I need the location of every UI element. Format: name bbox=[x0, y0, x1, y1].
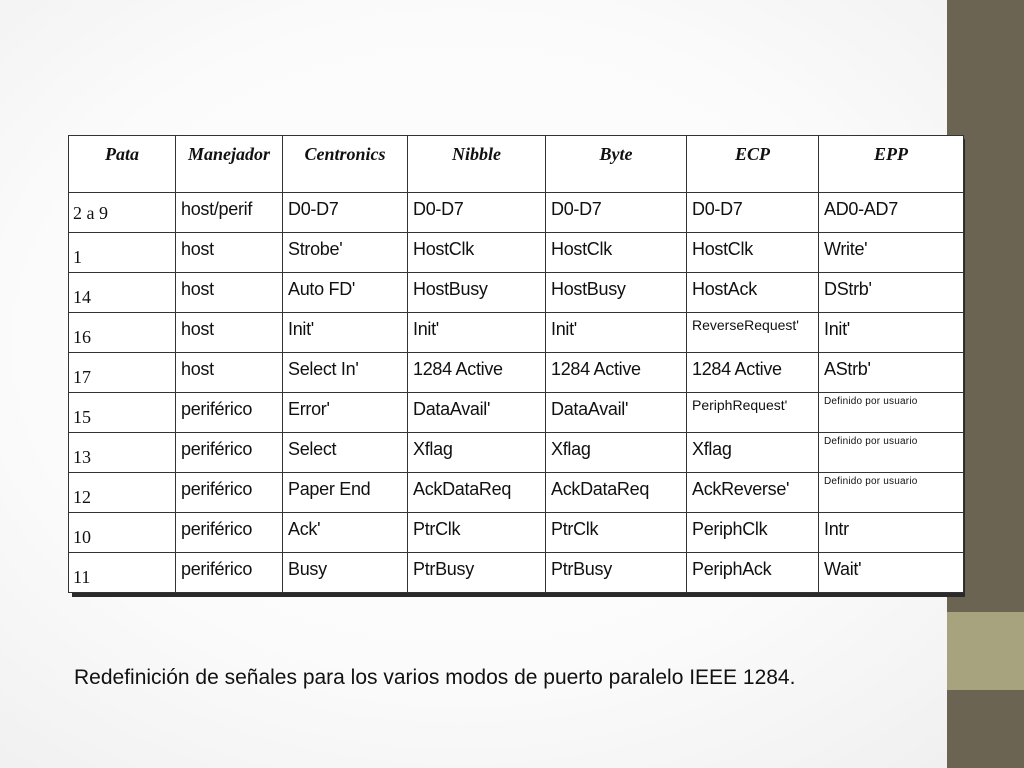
cell-byte: DataAvail' bbox=[546, 393, 687, 433]
cell-epp: Write' bbox=[819, 233, 964, 273]
slide-caption: Redefinición de señales para los varios modos de puerto paralelo IEEE 1284. bbox=[74, 666, 796, 689]
cell-centronics: Select bbox=[283, 433, 408, 473]
cell-byte: PtrBusy bbox=[546, 553, 687, 593]
side-accent-bar-middle bbox=[947, 612, 1024, 690]
cell-byte: 1284 Active bbox=[546, 353, 687, 393]
cell-centronics: Strobe' bbox=[283, 233, 408, 273]
table-row bbox=[69, 553, 964, 593]
cell-manejador: periférico bbox=[176, 473, 283, 513]
cell-manejador: host bbox=[176, 273, 283, 313]
cell-manejador: host bbox=[176, 233, 283, 273]
header-byte: Byte bbox=[546, 136, 687, 193]
header-manejador: Manejador bbox=[176, 136, 283, 193]
header-epp: EPP bbox=[819, 136, 964, 193]
cell-centronics: Auto FD' bbox=[283, 273, 408, 313]
cell-epp: AStrb' bbox=[819, 353, 964, 393]
cell-epp: Definido por usuario bbox=[819, 473, 964, 513]
table-row bbox=[69, 433, 964, 473]
cell-byte: D0-D7 bbox=[546, 193, 687, 233]
cell-centronics: D0-D7 bbox=[283, 193, 408, 233]
cell-ecp: PeriphRequest' bbox=[687, 393, 819, 433]
cell-centronics: Busy bbox=[283, 553, 408, 593]
cell-epp: Definido por usuario bbox=[819, 433, 964, 473]
cell-pata: 11 bbox=[69, 553, 176, 593]
cell-ecp: PeriphAck bbox=[687, 553, 819, 593]
cell-nibble: HostClk bbox=[408, 233, 546, 273]
table-row bbox=[69, 193, 964, 233]
header-nibble: Nibble bbox=[408, 136, 546, 193]
cell-epp: Definido por usuario bbox=[819, 393, 964, 433]
cell-ecp: D0-D7 bbox=[687, 193, 819, 233]
cell-centronics: Error' bbox=[283, 393, 408, 433]
signal-table bbox=[68, 135, 964, 593]
cell-pata: 12 bbox=[69, 473, 176, 513]
cell-epp: Intr bbox=[819, 513, 964, 553]
cell-pata: 17 bbox=[69, 353, 176, 393]
table-row bbox=[69, 513, 964, 553]
cell-byte: Xflag bbox=[546, 433, 687, 473]
cell-pata: 13 bbox=[69, 433, 176, 473]
cell-ecp: PeriphClk bbox=[687, 513, 819, 553]
cell-manejador: host bbox=[176, 313, 283, 353]
cell-pata: 14 bbox=[69, 273, 176, 313]
cell-ecp: HostAck bbox=[687, 273, 819, 313]
table-row bbox=[69, 313, 964, 353]
cell-nibble: Init' bbox=[408, 313, 546, 353]
cell-byte: PtrClk bbox=[546, 513, 687, 553]
cell-manejador: host/perif bbox=[176, 193, 283, 233]
cell-ecp: Xflag bbox=[687, 433, 819, 473]
header-centronics: Centronics bbox=[283, 136, 408, 193]
cell-byte: AckDataReq bbox=[546, 473, 687, 513]
table-row bbox=[69, 353, 964, 393]
cell-manejador: periférico bbox=[176, 433, 283, 473]
cell-byte: HostClk bbox=[546, 233, 687, 273]
header-pata: Pata bbox=[69, 136, 176, 193]
table-header-row bbox=[69, 136, 964, 193]
header-ecp: ECP bbox=[687, 136, 819, 193]
cell-manejador: periférico bbox=[176, 513, 283, 553]
cell-epp: Init' bbox=[819, 313, 964, 353]
cell-byte: Init' bbox=[546, 313, 687, 353]
cell-nibble: DataAvail' bbox=[408, 393, 546, 433]
cell-centronics: Ack' bbox=[283, 513, 408, 553]
cell-ecp: 1284 Active bbox=[687, 353, 819, 393]
cell-ecp: AckReverse' bbox=[687, 473, 819, 513]
cell-nibble: HostBusy bbox=[408, 273, 546, 313]
cell-nibble: D0-D7 bbox=[408, 193, 546, 233]
cell-manejador: periférico bbox=[176, 393, 283, 433]
cell-nibble: PtrClk bbox=[408, 513, 546, 553]
table-row bbox=[69, 233, 964, 273]
cell-epp: AD0-AD7 bbox=[819, 193, 964, 233]
side-accent-bar-bottom bbox=[947, 690, 1024, 768]
cell-centronics: Paper End bbox=[283, 473, 408, 513]
cell-pata: 2 a 9 bbox=[69, 193, 176, 233]
cell-ecp: HostClk bbox=[687, 233, 819, 273]
table-row bbox=[69, 473, 964, 513]
cell-ecp: ReverseRequest' bbox=[687, 313, 819, 353]
cell-centronics: Init' bbox=[283, 313, 408, 353]
cell-manejador: periférico bbox=[176, 553, 283, 593]
cell-nibble: 1284 Active bbox=[408, 353, 546, 393]
cell-pata: 16 bbox=[69, 313, 176, 353]
cell-byte: HostBusy bbox=[546, 273, 687, 313]
cell-nibble: PtrBusy bbox=[408, 553, 546, 593]
cell-pata: 10 bbox=[69, 513, 176, 553]
cell-manejador: host bbox=[176, 353, 283, 393]
cell-pata: 15 bbox=[69, 393, 176, 433]
table-row bbox=[69, 393, 964, 433]
cell-epp: DStrb' bbox=[819, 273, 964, 313]
cell-pata: 1 bbox=[69, 233, 176, 273]
cell-centronics: Select In' bbox=[283, 353, 408, 393]
table-row bbox=[69, 273, 964, 313]
cell-nibble: Xflag bbox=[408, 433, 546, 473]
cell-epp: Wait' bbox=[819, 553, 964, 593]
cell-nibble: AckDataReq bbox=[408, 473, 546, 513]
